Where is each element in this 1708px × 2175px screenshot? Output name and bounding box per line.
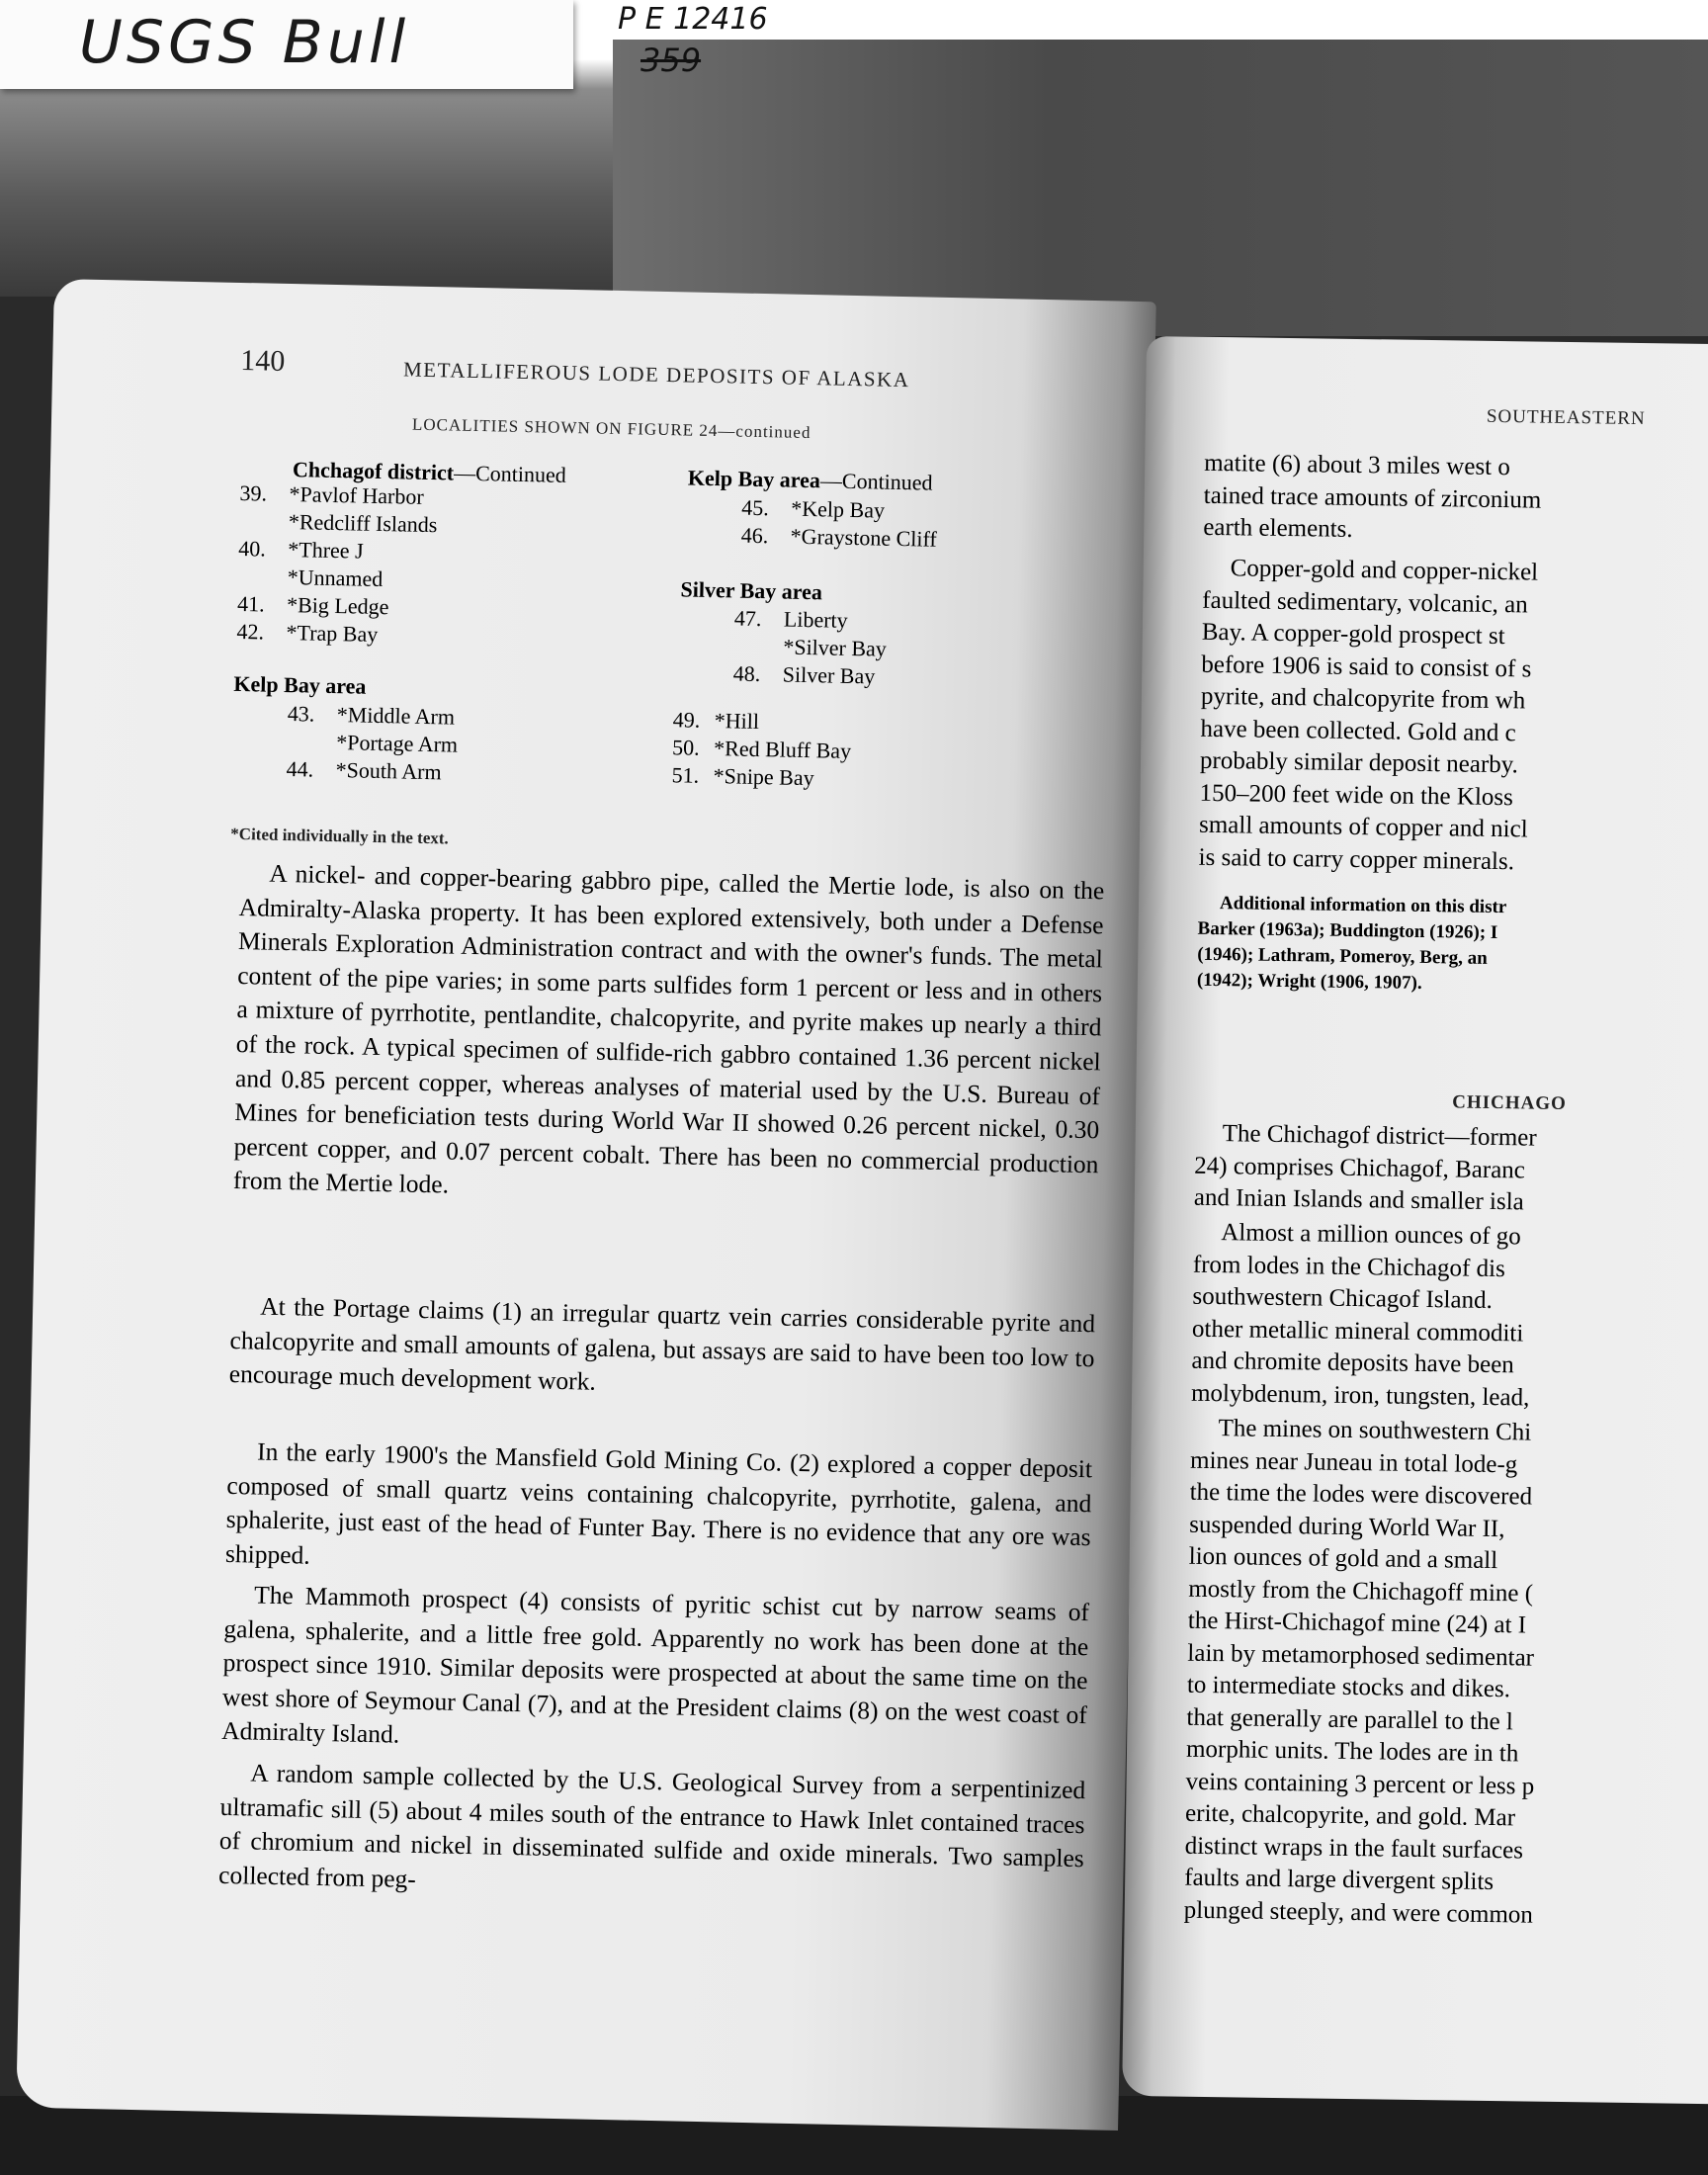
list-item: 45. *Kelp Bay	[741, 494, 886, 523]
right-page	[1122, 336, 1708, 2104]
right-paragraph-1: matite (6) about 3 miles west o tained trace amounts of zirconium earth elements.	[1203, 449, 1542, 543]
label-note-top: P E 12416	[618, 2, 768, 37]
list-item: *Silver Bay	[783, 634, 888, 661]
list-item: *Unnamed	[287, 565, 384, 592]
col2-heading2: Silver Bay area	[680, 576, 823, 605]
list-item: 47. Liberty	[733, 605, 848, 633]
list-item: 41. *Big Ledge	[236, 590, 389, 620]
label-title: USGS Bull	[79, 8, 410, 77]
list-item: 40. *Three J	[238, 535, 364, 564]
handwritten-label	[0, 0, 573, 89]
right-running-head: SOUTHEASTERN	[1486, 405, 1646, 430]
list-item: 48. Silver Bay	[732, 660, 876, 689]
list-item: *Redcliff Islands	[288, 509, 438, 538]
paragraph-mansfield: In the early 1900's the Mansfield Gold Mining Co. (2) explored a copper deposit composed of small quartz veins containing chalcopyrite, pyrrhotite, galena, and sphalerite, just east of the head of Funter Bay. There is no evidence that any ore was shipped.	[224, 1436, 1093, 1570]
paragraph-mertie-lode: A nickel- and copper-bearing gabbro pipe, called the Mertie lode, is also on the Admiralty-Alaska property. It has been explored extensively, both under a Defense Minerals Exploration Administration contract and with the owner's funds. The metal content of the pipe varies; in some parts sulfides form 1 percent or less and in others a mixture of pyrrhotite, pentlandite, chalcopyrite, and pyrite makes up nearly a third of the rock. A typical specimen of sulfide-rich gabbro contained 1.36 percent nickel and 0.85 percent copper, whereas analyses of material used by the U.S. Bureau of Mines for beneficiation tests during World War II showed 0.26 percent nickel, 0.30 percent copper, and 0.07 percent cobalt. There has been no commercial production from the Mertie lode.	[232, 858, 1105, 1199]
paragraph-portage-claims: At the Portage claims (1) an irregular quartz vein carries considerable pyrite and chalcopyrite and small amounts of galena, but assays are said to have been too low to encourage much development work.	[228, 1291, 1096, 1396]
list-item: 49. *Hill	[672, 707, 760, 735]
list-item: 39. *Pavlof Harbor	[239, 479, 424, 509]
col1-heading: Chchagof district—Continued	[292, 457, 567, 487]
paragraph-random-sample: A random sample collected by the U.S. Geological Survey from a serpentinized ultramafic sill (5) about 4 miles south of the entrance to Hawk Inlet contained traces of chromium and nickel in disseminated sulfide and oxide minerals. Two samples collected from peg-	[217, 1758, 1086, 1893]
running-head: METALLIFEROUS LODE DEPOSITS OF ALASKA	[402, 357, 910, 392]
col2-heading: Kelp Bay area—Continued	[687, 465, 933, 495]
footnote: *Cited individually in the text.	[230, 824, 449, 848]
list-item: 43. *Middle Arm	[287, 701, 456, 730]
list-item: 46. *Graystone Cliff	[740, 522, 938, 552]
page-number: 140	[239, 343, 286, 378]
right-references: Additional information on this distr Barker (1963a); Buddington (1926); I (1946); Lathram, Pomeroy, Berg, an (1942); Wright (1906, 1907).	[1196, 893, 1507, 994]
list-item: 42. *Trap Bay	[236, 618, 379, 647]
right-paragraph-3: The Chichagof district—former 24) comprises Chichagof, Baranc and Inian Islands and smaller isla	[1193, 1120, 1537, 1216]
scan-background-shadow	[613, 40, 1708, 336]
label-note-bottom: 359	[640, 42, 702, 79]
right-paragraph-5: The mines on southwestern Chi mines near Juneau in total lode-g the time the lodes were discovered suspended during World War II, lion ounces of gold and a small mostly from the Chichagoff mine ( the Hirst-Chichagof mine (24) at I lain by metamorphosed sedimentar to intermediate stocks and dikes. that generally are parallel to the l morphic units. The lodes are in th veins containing 3 percent or less p erite, chalcopyrite, and gold. Mar distinct wraps in the fault surfaces faults and large divergent splits plunged steeply, and were common	[1183, 1415, 1535, 1929]
list-item: 50. *Red Bluff Bay	[671, 735, 852, 763]
col1-heading2: Kelp Bay area	[233, 670, 367, 699]
list-item: *Portage Arm	[335, 730, 459, 757]
paragraph-mammoth: The Mammoth prospect (4) consists of pyritic schist cut by narrow seams of galena, sphalerite, and a little free gold. Apparently no work has been done at the prospect since 1910. Similar deposits were prospected at about the same time on the west shore of Seymour Canal (7), and at the President claims (8) on the west coast of Admiralty Island.	[220, 1580, 1090, 1750]
section-heading: CHICHAGO	[1452, 1091, 1568, 1115]
right-paragraph-2: Copper-gold and copper-nickel faulted sedimentary, volcanic, an Bay. A copper-gold prospect st before 1906 is said to consist of s pyrite, and chalcopyrite from wh have been collected. Gold and c probably similar deposit nearby. 150–200 feet wide on the Kloss small amounts of copper and nicl is said to carry copper minerals.	[1198, 555, 1539, 875]
left-page	[16, 279, 1155, 2131]
localities-title: LOCALITIES SHOWN ON FIGURE 24—continued	[411, 414, 811, 443]
list-item: 44. *South Arm	[286, 756, 442, 785]
right-paragraph-4: Almost a million ounces of go from lodes in the Chichagof dis southwestern Chicagof Island. other metallic mineral commoditi and chromite deposits have been molybdenum, iron, tungsten, lead,	[1190, 1219, 1530, 1412]
list-item: 51. *Snipe Bay	[671, 762, 814, 791]
